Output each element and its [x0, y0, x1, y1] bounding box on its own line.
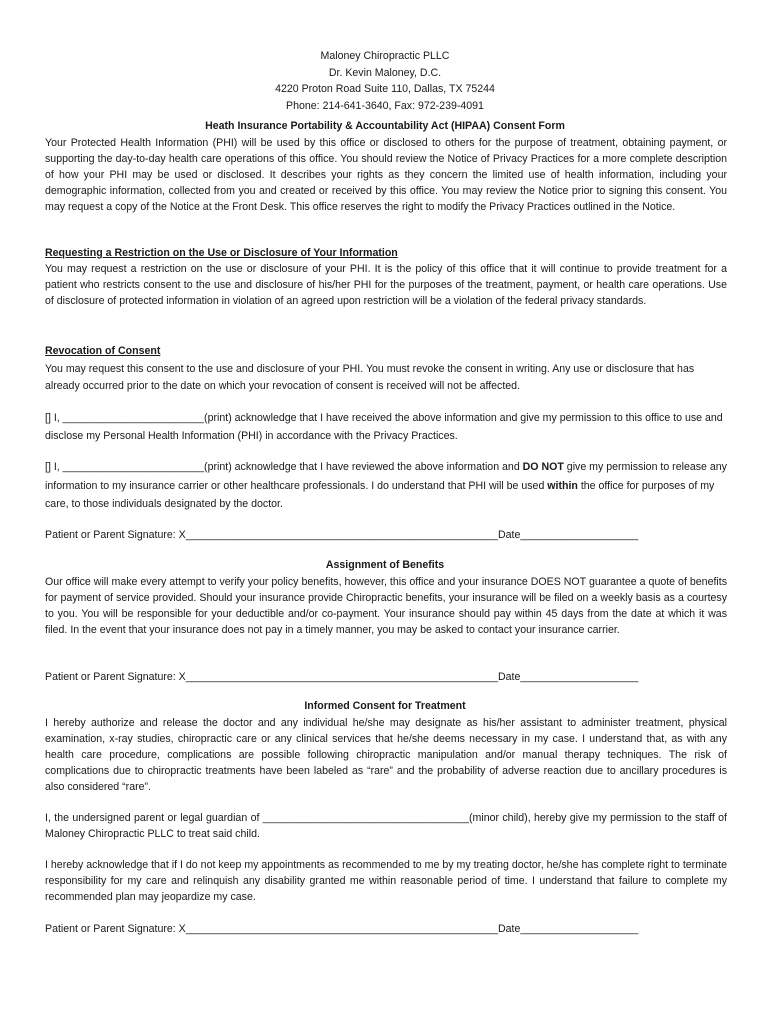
- practice-header: [0, 48, 770, 114]
- ack2-text-2: give my permission to release any information to my insurance carrier or other healthcare professionals. I do understand that PHI will be used: [45, 461, 727, 492]
- restriction-title: Requesting a Restriction on the Use or Disclosure of Your Information: [45, 247, 398, 259]
- signature-line-2[interactable]: Patient or Parent Signature: X_____________________________________________________Date____________________: [45, 671, 639, 683]
- revocation-title: Revocation of Consent: [45, 345, 161, 357]
- ack2-text-1: [] I, ________________________(print) acknowledge that I have reviewed the above information and: [45, 461, 523, 473]
- assignment-title: Assignment of Benefits: [325, 559, 445, 571]
- guardian-permission[interactable]: I, the undersigned parent or legal guardian of ___________________________________(minor child), hereby give my permission to the staff of Maloney Chiropractic PLLC to treat said child.: [45, 812, 727, 840]
- acknowledge-received-checkbox-line[interactable]: [] I, ________________________(print) acknowledge that I have received the above information and give my permission to this office to use and disclose my Personal Health Information (PHI) in accordance with the Privacy Practices.: [45, 412, 723, 442]
- assignment-body: Our office will make every attempt to verify your policy benefits, however, this office and your insurance DOES NOT guarantee a quote of benefits for payment of service provided. Should your insurance provide Chiropractic benefits, your insurance will be filed on a weekly basis as a courtesy to you. You will be responsible for your deductible and/or co-payment. Your insurance should pay within 45 days from the date at which it was filed. In the event that your insurance does not pay in a timely manner, you may be asked to contact your insurance carrier.: [45, 576, 727, 636]
- revocation-section: [45, 343, 727, 396]
- ack2-do-not: DO NOT: [522, 461, 564, 473]
- doctor-name: Dr. Kevin Maloney, D.C.: [328, 66, 442, 79]
- practice-address: 4220 Proton Road Suite 110, Dallas, TX 75244: [275, 83, 495, 95]
- revocation-body: You may request this consent to the use and disclosure of your PHI. You must revoke the consent in writing. Any use or disclosure that has already occurred prior to the date on which your revocation of consent is received will not be affected.: [45, 362, 695, 392]
- practice-phone: Phone: 214-641-3640, Fax: 972-239-4091: [286, 99, 484, 112]
- restriction-section: [45, 245, 727, 309]
- signature-line-1[interactable]: Patient or Parent Signature: X_____________________________________________________Date____________________: [45, 529, 639, 541]
- ack2-text-3: the office for purposes of my care, to those individuals designated by the doctor.: [45, 479, 715, 510]
- acknowledge-no-release-checkbox-line[interactable]: [45, 458, 727, 514]
- restriction-body: You may request a restriction on the use or disclosure of your PHI. It is the policy of this office that it will continue to provide treatment for a patient who restricts consent to the use and disclosure of his/her PHI for the purposes of the treatment, payment, or health care operations. Use of disclosure of protected information in violation of an agreed upon restriction will be a violation of the federal privacy standards.: [45, 263, 727, 307]
- informed-consent-title: Informed Consent for Treatment: [304, 700, 466, 712]
- practice-name: Maloney Chiropractic PLLC: [320, 50, 450, 62]
- informed-consent-body: I hereby authorize and release the doctor and any individual he/she may designate as his/her assistant to administer treatment, physical examination, x-ray studies, chiropractic care or any clinical services that he/she deems necessary in my case. I understand that, as with any health care procedure, complications are possible following chiropractic manipulation and/or manual therapy techniques. The risk of complications due to chiropractic treatments have been labeled as “rare” and the probability of adverse reaction due to ancillary procedures is also considered “rare”.: [45, 717, 727, 793]
- appointment-acknowledgement: I hereby acknowledge that if I do not keep my appointments as recommended to me by my treating doctor, he/she has complete right to terminate responsibility for my care and relinquish any disability granted me within reasonable period of time. I understand that failure to complete my recommended plan may jeopardize my case.: [45, 859, 727, 903]
- signature-line-3[interactable]: Patient or Parent Signature: X_____________________________________________________Date____________________: [45, 923, 639, 935]
- hipaa-body: Your Protected Health Information (PHI) will be used by this office or disclosed to others for the purpose of treatment, obtaining payment, or supporting the day-to-day health care operations of this office. You should review the Notice of Privacy Practices for a more complete description of how your PHI may be used or disclosed. It describes your rights as they concern the limited use of health information, including your demographic information, collected from you and created or received by this office. You may review the Notice prior to signing this consent. You may request a copy of the Notice at the Front Desk. This office reserves the right to modify the Privacy Practices outlined in the Notice.: [45, 137, 727, 213]
- ack2-within: within: [547, 479, 578, 492]
- hipaa-title: Heath Insurance Portability & Accountability Act (HIPAA) Consent Form: [205, 120, 565, 132]
